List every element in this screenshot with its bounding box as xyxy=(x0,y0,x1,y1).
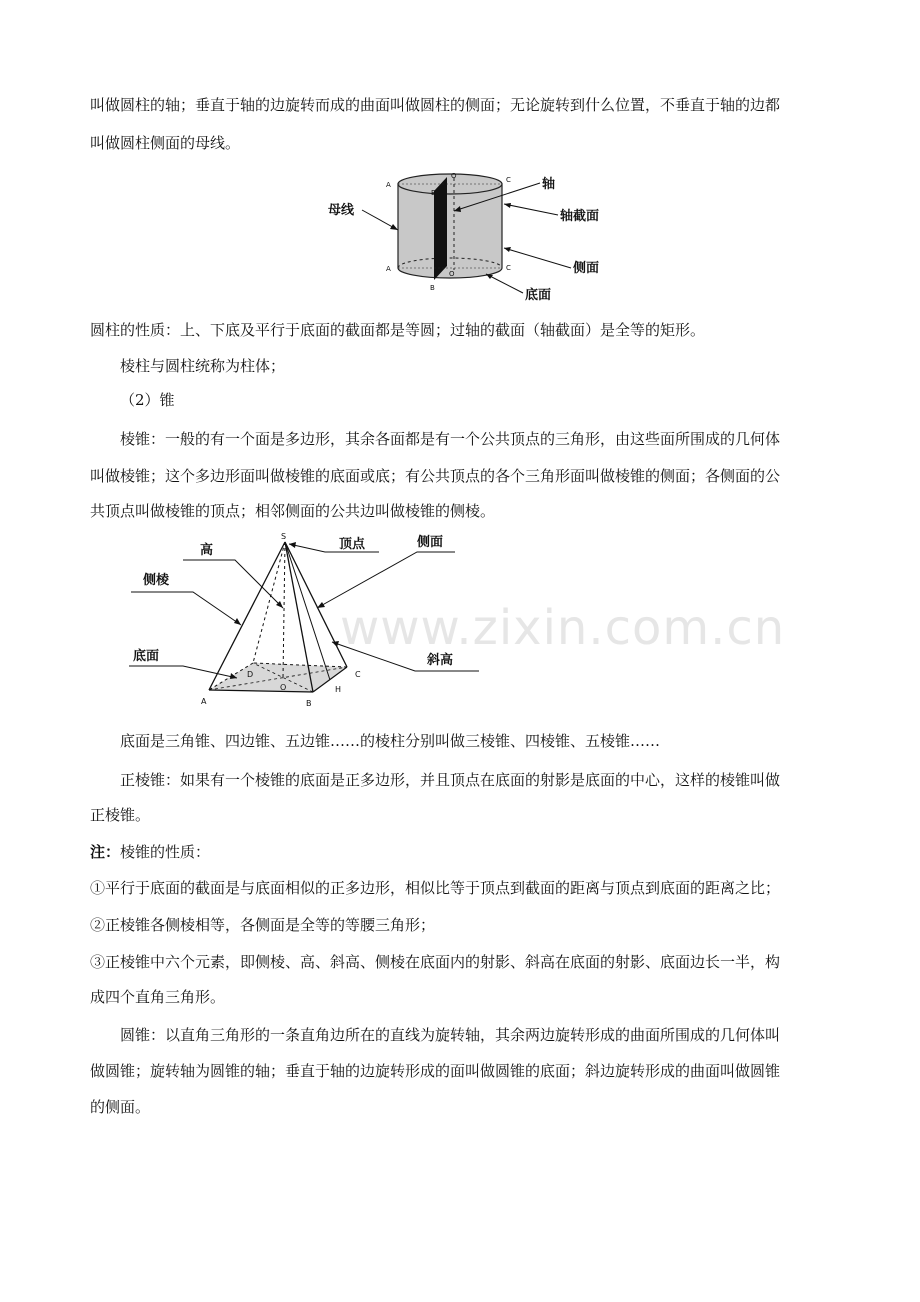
cylinder-lateral-surface xyxy=(398,184,502,278)
label-lateral-edge: 侧棱 xyxy=(143,573,170,588)
paragraph-line: 的侧面。 xyxy=(90,1098,151,1116)
point-label-b: B xyxy=(306,699,312,708)
arrow-line xyxy=(504,204,558,215)
leader-line xyxy=(289,544,379,552)
paragraph-line: 圆柱的性质：上、下底及平行于底面的截面都是等圆；过轴的截面（轴截面）是全等的矩形。 xyxy=(90,321,706,339)
label-base: 底面 xyxy=(525,288,552,303)
point-label-c: C xyxy=(506,264,511,272)
point-label-o: O xyxy=(451,172,457,180)
arrow-line xyxy=(504,248,571,268)
label-apex: 顶点 xyxy=(339,537,366,552)
point-label-o: O xyxy=(280,683,287,692)
point-label-a: A xyxy=(386,181,391,189)
leader-line xyxy=(183,560,283,608)
note-text: 棱锥的性质： xyxy=(120,843,211,861)
paragraph-line: 正棱锥。 xyxy=(90,806,151,824)
paragraph-line: 成四个直角三角形。 xyxy=(90,988,226,1006)
paragraph-line: 叫做圆柱侧面的母线。 xyxy=(90,134,241,152)
paragraph-line: 做圆锥；旋转轴为圆锥的轴；垂直于轴的边旋转形成的面叫做圆锥的底面；斜边旋转形成的曲面叫做圆锥 xyxy=(90,1062,781,1080)
point-label-b: B xyxy=(431,189,436,197)
point-label-c: C xyxy=(506,176,511,184)
label-lateral-face: 侧面 xyxy=(417,535,444,550)
label-slant-height: 斜高 xyxy=(427,653,454,668)
point-label-b: B xyxy=(430,284,435,292)
point-label-c: C xyxy=(355,670,361,679)
paragraph-line: 棱柱与圆柱统称为柱体； xyxy=(120,357,286,375)
point-label-s: S xyxy=(281,532,287,541)
arrow-head xyxy=(390,224,398,230)
paragraph-line: 圆锥：以直角三角形的一条直角边所在的直线为旋转轴，其余两边旋转形成的曲面所围成的几何体叫 xyxy=(120,1026,781,1044)
lateral-edge-sc xyxy=(285,542,347,667)
label-axis: 轴 xyxy=(542,177,556,192)
arrow-head xyxy=(332,641,339,647)
label-axial-section: 轴截面 xyxy=(560,209,600,224)
point-label-a: A xyxy=(201,697,207,706)
list-item: ③正棱锥中六个元素，即侧棱、高、斜高、侧棱在底面内的射影、斜高在底面的射影、底面边长一半，构 xyxy=(90,953,781,971)
arrow-head xyxy=(234,618,241,625)
watermark-text: www.zixin.com.cn xyxy=(340,600,786,656)
axial-section-shape xyxy=(434,177,447,280)
note-label: 注： xyxy=(90,843,121,861)
paragraph-line xyxy=(90,835,835,869)
label-base-face: 底面 xyxy=(133,649,160,664)
paragraph-line: 共顶点叫做棱锥的顶点；相邻侧面的公共边叫做棱锥的侧棱。 xyxy=(90,502,496,520)
arrow-head xyxy=(289,542,296,548)
arrow-head xyxy=(317,602,325,608)
point-label-h: H xyxy=(335,685,342,694)
point-label-a: A xyxy=(386,265,391,273)
arrow-head xyxy=(504,247,511,252)
paragraph-line: 正棱锥：如果有一个棱锥的底面是正多边形，并且顶点在底面的射影是底面的中心，这样的棱锥叫做 xyxy=(120,771,781,789)
cylinder-figure xyxy=(320,168,620,308)
point-label-d: D xyxy=(247,670,254,679)
label-lateral-surface: 侧面 xyxy=(573,261,600,276)
label-height: 高 xyxy=(200,543,214,558)
list-item: ①平行于底面的截面是与底面相似的正多边形，相似比等于顶点到截面的距离与顶点到底面的距离之比； xyxy=(90,879,781,897)
leader-line xyxy=(131,592,241,625)
label-generatrix: 母线 xyxy=(328,203,355,218)
paragraph-line: 叫做圆柱的轴；垂直于轴的边旋转而成的曲面叫做圆柱的侧面；无论旋转到什么位置，不垂直于轴的边都 xyxy=(90,96,781,114)
height-so xyxy=(283,542,285,678)
paragraph-line: 叫做棱锥；这个多边形面叫做棱锥的底面或底；有公共顶点的各个三角形面叫做棱锥的侧面；各侧面的公 xyxy=(90,467,781,485)
paragraph-line: 棱锥：一般的有一个面是多边形，其余各面都是有一个公共顶点的三角形，由这些面所围成的几何体 xyxy=(120,430,781,448)
point-label-o: O xyxy=(449,270,455,278)
paragraph-line: 底面是三角锥、四边锥、五边锥……的棱柱分别叫做三棱锥、四棱锥、五棱锥…… xyxy=(120,732,661,750)
section-heading: （2）锥 xyxy=(120,391,175,409)
list-item: ②正棱锥各侧棱相等，各侧面是全等的等腰三角形； xyxy=(90,916,436,934)
